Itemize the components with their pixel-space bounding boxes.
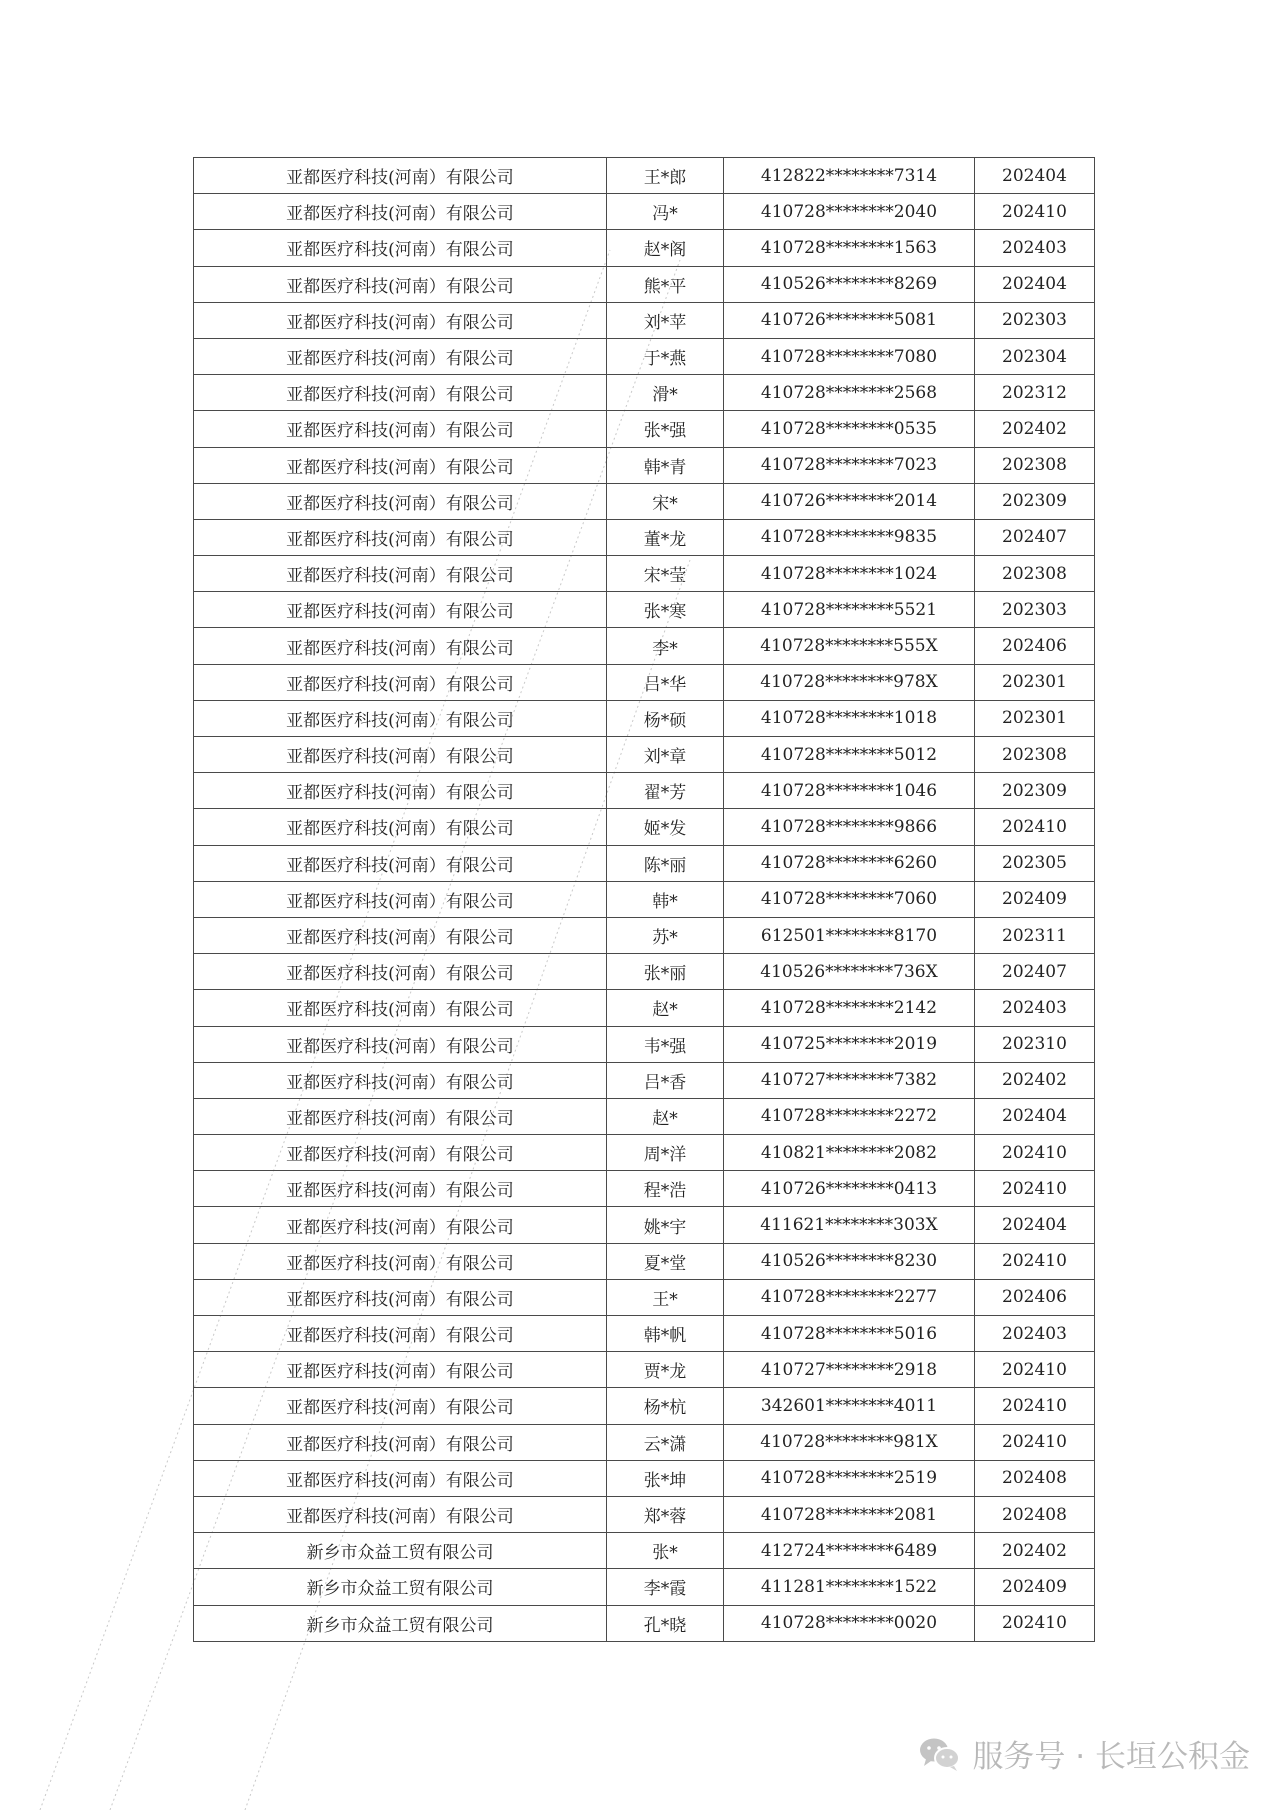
id-number-cell: 410725********2019 bbox=[724, 1026, 975, 1062]
company-cell: 亚都医疗科技(河南）有限公司 bbox=[194, 519, 607, 555]
table-row bbox=[194, 556, 1095, 592]
name-cell: 张* bbox=[607, 1533, 724, 1569]
name-cell: 李*霞 bbox=[607, 1569, 724, 1605]
name-cell: 吕*华 bbox=[607, 664, 724, 700]
period-cell: 202410 bbox=[975, 194, 1095, 230]
company-cell: 亚都医疗科技(河南）有限公司 bbox=[194, 1316, 607, 1352]
name-cell: 郑*蓉 bbox=[607, 1496, 724, 1532]
id-number-cell: 410727********2918 bbox=[724, 1352, 975, 1388]
id-number-cell: 410526********736X bbox=[724, 954, 975, 990]
company-cell: 亚都医疗科技(河南）有限公司 bbox=[194, 1243, 607, 1279]
id-number-cell: 410728********7060 bbox=[724, 881, 975, 917]
company-cell: 亚都医疗科技(河南）有限公司 bbox=[194, 809, 607, 845]
id-number-cell: 410728********2277 bbox=[724, 1279, 975, 1315]
name-cell: 刘*苹 bbox=[607, 302, 724, 338]
period-cell: 202406 bbox=[975, 628, 1095, 664]
period-cell: 202403 bbox=[975, 1316, 1095, 1352]
company-cell: 亚都医疗科技(河南）有限公司 bbox=[194, 628, 607, 664]
period-cell: 202312 bbox=[975, 375, 1095, 411]
table-row bbox=[194, 338, 1095, 374]
footer-brand bbox=[918, 1731, 1250, 1776]
period-cell: 202409 bbox=[975, 881, 1095, 917]
id-number-cell: 410728********1563 bbox=[724, 230, 975, 266]
id-number-cell: 410526********8269 bbox=[724, 266, 975, 302]
table-row bbox=[194, 1533, 1095, 1569]
period-cell: 202403 bbox=[975, 230, 1095, 266]
table-row bbox=[194, 483, 1095, 519]
name-cell: 赵* bbox=[607, 990, 724, 1026]
table-row bbox=[194, 158, 1095, 194]
period-cell: 202404 bbox=[975, 1098, 1095, 1134]
company-cell: 亚都医疗科技(河南）有限公司 bbox=[194, 845, 607, 881]
name-cell: 刘*章 bbox=[607, 737, 724, 773]
period-cell: 202410 bbox=[975, 809, 1095, 845]
table-row bbox=[194, 881, 1095, 917]
company-cell: 亚都医疗科技(河南）有限公司 bbox=[194, 230, 607, 266]
company-cell: 亚都医疗科技(河南）有限公司 bbox=[194, 194, 607, 230]
period-cell: 202403 bbox=[975, 990, 1095, 1026]
company-cell: 亚都医疗科技(河南）有限公司 bbox=[194, 700, 607, 736]
name-cell: 陈*丽 bbox=[607, 845, 724, 881]
period-cell: 202409 bbox=[975, 1569, 1095, 1605]
company-cell: 亚都医疗科技(河南）有限公司 bbox=[194, 1207, 607, 1243]
company-cell: 亚都医疗科技(河南）有限公司 bbox=[194, 1352, 607, 1388]
table-row bbox=[194, 1243, 1095, 1279]
table-row bbox=[194, 375, 1095, 411]
id-number-cell: 411621********303X bbox=[724, 1207, 975, 1243]
table-row bbox=[194, 1605, 1095, 1641]
name-cell: 于*燕 bbox=[607, 338, 724, 374]
company-cell: 亚都医疗科技(河南）有限公司 bbox=[194, 338, 607, 374]
period-cell: 202410 bbox=[975, 1171, 1095, 1207]
name-cell: 杨*硕 bbox=[607, 700, 724, 736]
name-cell: 贾*龙 bbox=[607, 1352, 724, 1388]
table-row bbox=[194, 737, 1095, 773]
company-cell: 亚都医疗科技(河南）有限公司 bbox=[194, 990, 607, 1026]
name-cell: 韩*帆 bbox=[607, 1316, 724, 1352]
name-cell: 张*丽 bbox=[607, 954, 724, 990]
id-number-cell: 412724********6489 bbox=[724, 1533, 975, 1569]
name-cell: 张*寒 bbox=[607, 592, 724, 628]
company-cell: 亚都医疗科技(河南）有限公司 bbox=[194, 1388, 607, 1424]
name-cell: 吕*香 bbox=[607, 1062, 724, 1098]
period-cell: 202402 bbox=[975, 1533, 1095, 1569]
id-number-cell: 412822********7314 bbox=[724, 158, 975, 194]
company-cell: 亚都医疗科技(河南）有限公司 bbox=[194, 664, 607, 700]
table-row bbox=[194, 917, 1095, 953]
id-number-cell: 410728********1018 bbox=[724, 700, 975, 736]
period-cell: 202407 bbox=[975, 954, 1095, 990]
period-cell: 202309 bbox=[975, 773, 1095, 809]
period-cell: 202410 bbox=[975, 1424, 1095, 1460]
table-row bbox=[194, 954, 1095, 990]
id-number-cell: 410728********555X bbox=[724, 628, 975, 664]
period-cell: 202303 bbox=[975, 592, 1095, 628]
company-cell: 亚都医疗科技(河南）有限公司 bbox=[194, 1171, 607, 1207]
period-cell: 202406 bbox=[975, 1279, 1095, 1315]
table-row bbox=[194, 1026, 1095, 1062]
period-cell: 202308 bbox=[975, 556, 1095, 592]
name-cell: 云*潇 bbox=[607, 1424, 724, 1460]
period-cell: 202408 bbox=[975, 1460, 1095, 1496]
id-number-cell: 410728********1046 bbox=[724, 773, 975, 809]
table-row bbox=[194, 1171, 1095, 1207]
table-row bbox=[194, 1135, 1095, 1171]
id-number-cell: 410821********2082 bbox=[724, 1135, 975, 1171]
name-cell: 周*洋 bbox=[607, 1135, 724, 1171]
name-cell: 赵*阁 bbox=[607, 230, 724, 266]
id-number-cell: 410526********8230 bbox=[724, 1243, 975, 1279]
id-number-cell: 411281********1522 bbox=[724, 1569, 975, 1605]
period-cell: 202404 bbox=[975, 1207, 1095, 1243]
id-number-cell: 410728********0020 bbox=[724, 1605, 975, 1641]
company-cell: 亚都医疗科技(河南）有限公司 bbox=[194, 592, 607, 628]
table-row bbox=[194, 664, 1095, 700]
table-row bbox=[194, 1062, 1095, 1098]
company-cell: 亚都医疗科技(河南）有限公司 bbox=[194, 483, 607, 519]
table-row bbox=[194, 447, 1095, 483]
name-cell: 李* bbox=[607, 628, 724, 664]
id-number-cell: 410728********9835 bbox=[724, 519, 975, 555]
id-number-cell: 410727********7382 bbox=[724, 1062, 975, 1098]
company-cell: 亚都医疗科技(河南）有限公司 bbox=[194, 1424, 607, 1460]
id-number-cell: 410728********6260 bbox=[724, 845, 975, 881]
table-row bbox=[194, 1352, 1095, 1388]
company-cell: 亚都医疗科技(河南）有限公司 bbox=[194, 881, 607, 917]
name-cell: 程*浩 bbox=[607, 1171, 724, 1207]
name-cell: 翟*芳 bbox=[607, 773, 724, 809]
name-cell: 姚*宇 bbox=[607, 1207, 724, 1243]
table-row bbox=[194, 230, 1095, 266]
company-cell: 亚都医疗科技(河南）有限公司 bbox=[194, 954, 607, 990]
period-cell: 202309 bbox=[975, 483, 1095, 519]
id-number-cell: 410726********0413 bbox=[724, 1171, 975, 1207]
table-row bbox=[194, 845, 1095, 881]
id-number-cell: 410728********2272 bbox=[724, 1098, 975, 1134]
name-cell: 董*龙 bbox=[607, 519, 724, 555]
company-cell: 亚都医疗科技(河南）有限公司 bbox=[194, 556, 607, 592]
name-cell: 夏*堂 bbox=[607, 1243, 724, 1279]
company-cell: 亚都医疗科技(河南）有限公司 bbox=[194, 1062, 607, 1098]
id-number-cell: 410728********5012 bbox=[724, 737, 975, 773]
company-cell: 亚都医疗科技(河南）有限公司 bbox=[194, 1026, 607, 1062]
id-number-cell: 410728********2040 bbox=[724, 194, 975, 230]
period-cell: 202404 bbox=[975, 158, 1095, 194]
period-cell: 202311 bbox=[975, 917, 1095, 953]
name-cell: 张*强 bbox=[607, 411, 724, 447]
table-row bbox=[194, 519, 1095, 555]
company-cell: 亚都医疗科技(河南）有限公司 bbox=[194, 917, 607, 953]
period-cell: 202301 bbox=[975, 700, 1095, 736]
id-number-cell: 410728********0535 bbox=[724, 411, 975, 447]
period-cell: 202308 bbox=[975, 737, 1095, 773]
company-cell: 亚都医疗科技(河南）有限公司 bbox=[194, 1496, 607, 1532]
company-cell: 亚都医疗科技(河南）有限公司 bbox=[194, 773, 607, 809]
table-row bbox=[194, 1316, 1095, 1352]
table-row bbox=[194, 773, 1095, 809]
record-table bbox=[193, 157, 1095, 1642]
name-cell: 冯* bbox=[607, 194, 724, 230]
id-number-cell: 410728********5521 bbox=[724, 592, 975, 628]
period-cell: 202410 bbox=[975, 1352, 1095, 1388]
name-cell: 韩*青 bbox=[607, 447, 724, 483]
table-row bbox=[194, 809, 1095, 845]
period-cell: 202407 bbox=[975, 519, 1095, 555]
table-row bbox=[194, 1098, 1095, 1134]
company-cell: 亚都医疗科技(河南）有限公司 bbox=[194, 1279, 607, 1315]
table-row bbox=[194, 1207, 1095, 1243]
period-cell: 202404 bbox=[975, 266, 1095, 302]
table-row bbox=[194, 1460, 1095, 1496]
period-cell: 202308 bbox=[975, 447, 1095, 483]
table-row bbox=[194, 628, 1095, 664]
name-cell: 赵* bbox=[607, 1098, 724, 1134]
id-number-cell: 410728********1024 bbox=[724, 556, 975, 592]
period-cell: 202402 bbox=[975, 411, 1095, 447]
table-row bbox=[194, 266, 1095, 302]
company-cell: 亚都医疗科技(河南）有限公司 bbox=[194, 411, 607, 447]
id-number-cell: 410726********5081 bbox=[724, 302, 975, 338]
name-cell: 熊*平 bbox=[607, 266, 724, 302]
company-cell: 亚都医疗科技(河南）有限公司 bbox=[194, 158, 607, 194]
company-cell: 新乡市众益工贸有限公司 bbox=[194, 1533, 607, 1569]
id-number-cell: 612501********8170 bbox=[724, 917, 975, 953]
id-number-cell: 410728********2519 bbox=[724, 1460, 975, 1496]
table-row bbox=[194, 592, 1095, 628]
period-cell: 202402 bbox=[975, 1062, 1095, 1098]
name-cell: 韦*强 bbox=[607, 1026, 724, 1062]
table-row bbox=[194, 411, 1095, 447]
wechat-icon bbox=[918, 1736, 962, 1772]
period-cell: 202304 bbox=[975, 338, 1095, 374]
id-number-cell: 342601********4011 bbox=[724, 1388, 975, 1424]
table-row bbox=[194, 1388, 1095, 1424]
name-cell: 滑* bbox=[607, 375, 724, 411]
table-row bbox=[194, 302, 1095, 338]
name-cell: 宋* bbox=[607, 483, 724, 519]
period-cell: 202410 bbox=[975, 1135, 1095, 1171]
table-row bbox=[194, 1424, 1095, 1460]
id-number-cell: 410726********2014 bbox=[724, 483, 975, 519]
id-number-cell: 410728********981X bbox=[724, 1424, 975, 1460]
id-number-cell: 410728********7023 bbox=[724, 447, 975, 483]
name-cell: 孔*晓 bbox=[607, 1605, 724, 1641]
id-number-cell: 410728********978X bbox=[724, 664, 975, 700]
id-number-cell: 410728********9866 bbox=[724, 809, 975, 845]
company-cell: 亚都医疗科技(河南）有限公司 bbox=[194, 375, 607, 411]
period-cell: 202410 bbox=[975, 1605, 1095, 1641]
company-cell: 亚都医疗科技(河南）有限公司 bbox=[194, 1098, 607, 1134]
id-number-cell: 410728********5016 bbox=[724, 1316, 975, 1352]
period-cell: 202303 bbox=[975, 302, 1095, 338]
company-cell: 亚都医疗科技(河南）有限公司 bbox=[194, 302, 607, 338]
name-cell: 杨*杭 bbox=[607, 1388, 724, 1424]
id-number-cell: 410728********2142 bbox=[724, 990, 975, 1026]
table-row bbox=[194, 1569, 1095, 1605]
id-number-cell: 410728********2568 bbox=[724, 375, 975, 411]
name-cell: 张*坤 bbox=[607, 1460, 724, 1496]
period-cell: 202301 bbox=[975, 664, 1095, 700]
name-cell: 王* bbox=[607, 1279, 724, 1315]
period-cell: 202305 bbox=[975, 845, 1095, 881]
footer-brand-text: 服务号 · 长垣公积金 bbox=[972, 1739, 1250, 1775]
name-cell: 韩* bbox=[607, 881, 724, 917]
id-number-cell: 410728********2081 bbox=[724, 1496, 975, 1532]
period-cell: 202410 bbox=[975, 1388, 1095, 1424]
company-cell: 亚都医疗科技(河南）有限公司 bbox=[194, 737, 607, 773]
company-cell: 亚都医疗科技(河南）有限公司 bbox=[194, 1460, 607, 1496]
table-row bbox=[194, 700, 1095, 736]
table-row bbox=[194, 1279, 1095, 1315]
company-cell: 亚都医疗科技(河南）有限公司 bbox=[194, 447, 607, 483]
company-cell: 新乡市众益工贸有限公司 bbox=[194, 1569, 607, 1605]
name-cell: 王*郎 bbox=[607, 158, 724, 194]
period-cell: 202410 bbox=[975, 1243, 1095, 1279]
table-row bbox=[194, 194, 1095, 230]
id-number-cell: 410728********7080 bbox=[724, 338, 975, 374]
company-cell: 新乡市众益工贸有限公司 bbox=[194, 1605, 607, 1641]
name-cell: 姬*发 bbox=[607, 809, 724, 845]
company-cell: 亚都医疗科技(河南）有限公司 bbox=[194, 266, 607, 302]
name-cell: 宋*莹 bbox=[607, 556, 724, 592]
period-cell: 202310 bbox=[975, 1026, 1095, 1062]
period-cell: 202408 bbox=[975, 1496, 1095, 1532]
company-cell: 亚都医疗科技(河南）有限公司 bbox=[194, 1135, 607, 1171]
table-row bbox=[194, 990, 1095, 1026]
table-row bbox=[194, 1496, 1095, 1532]
name-cell: 苏* bbox=[607, 917, 724, 953]
